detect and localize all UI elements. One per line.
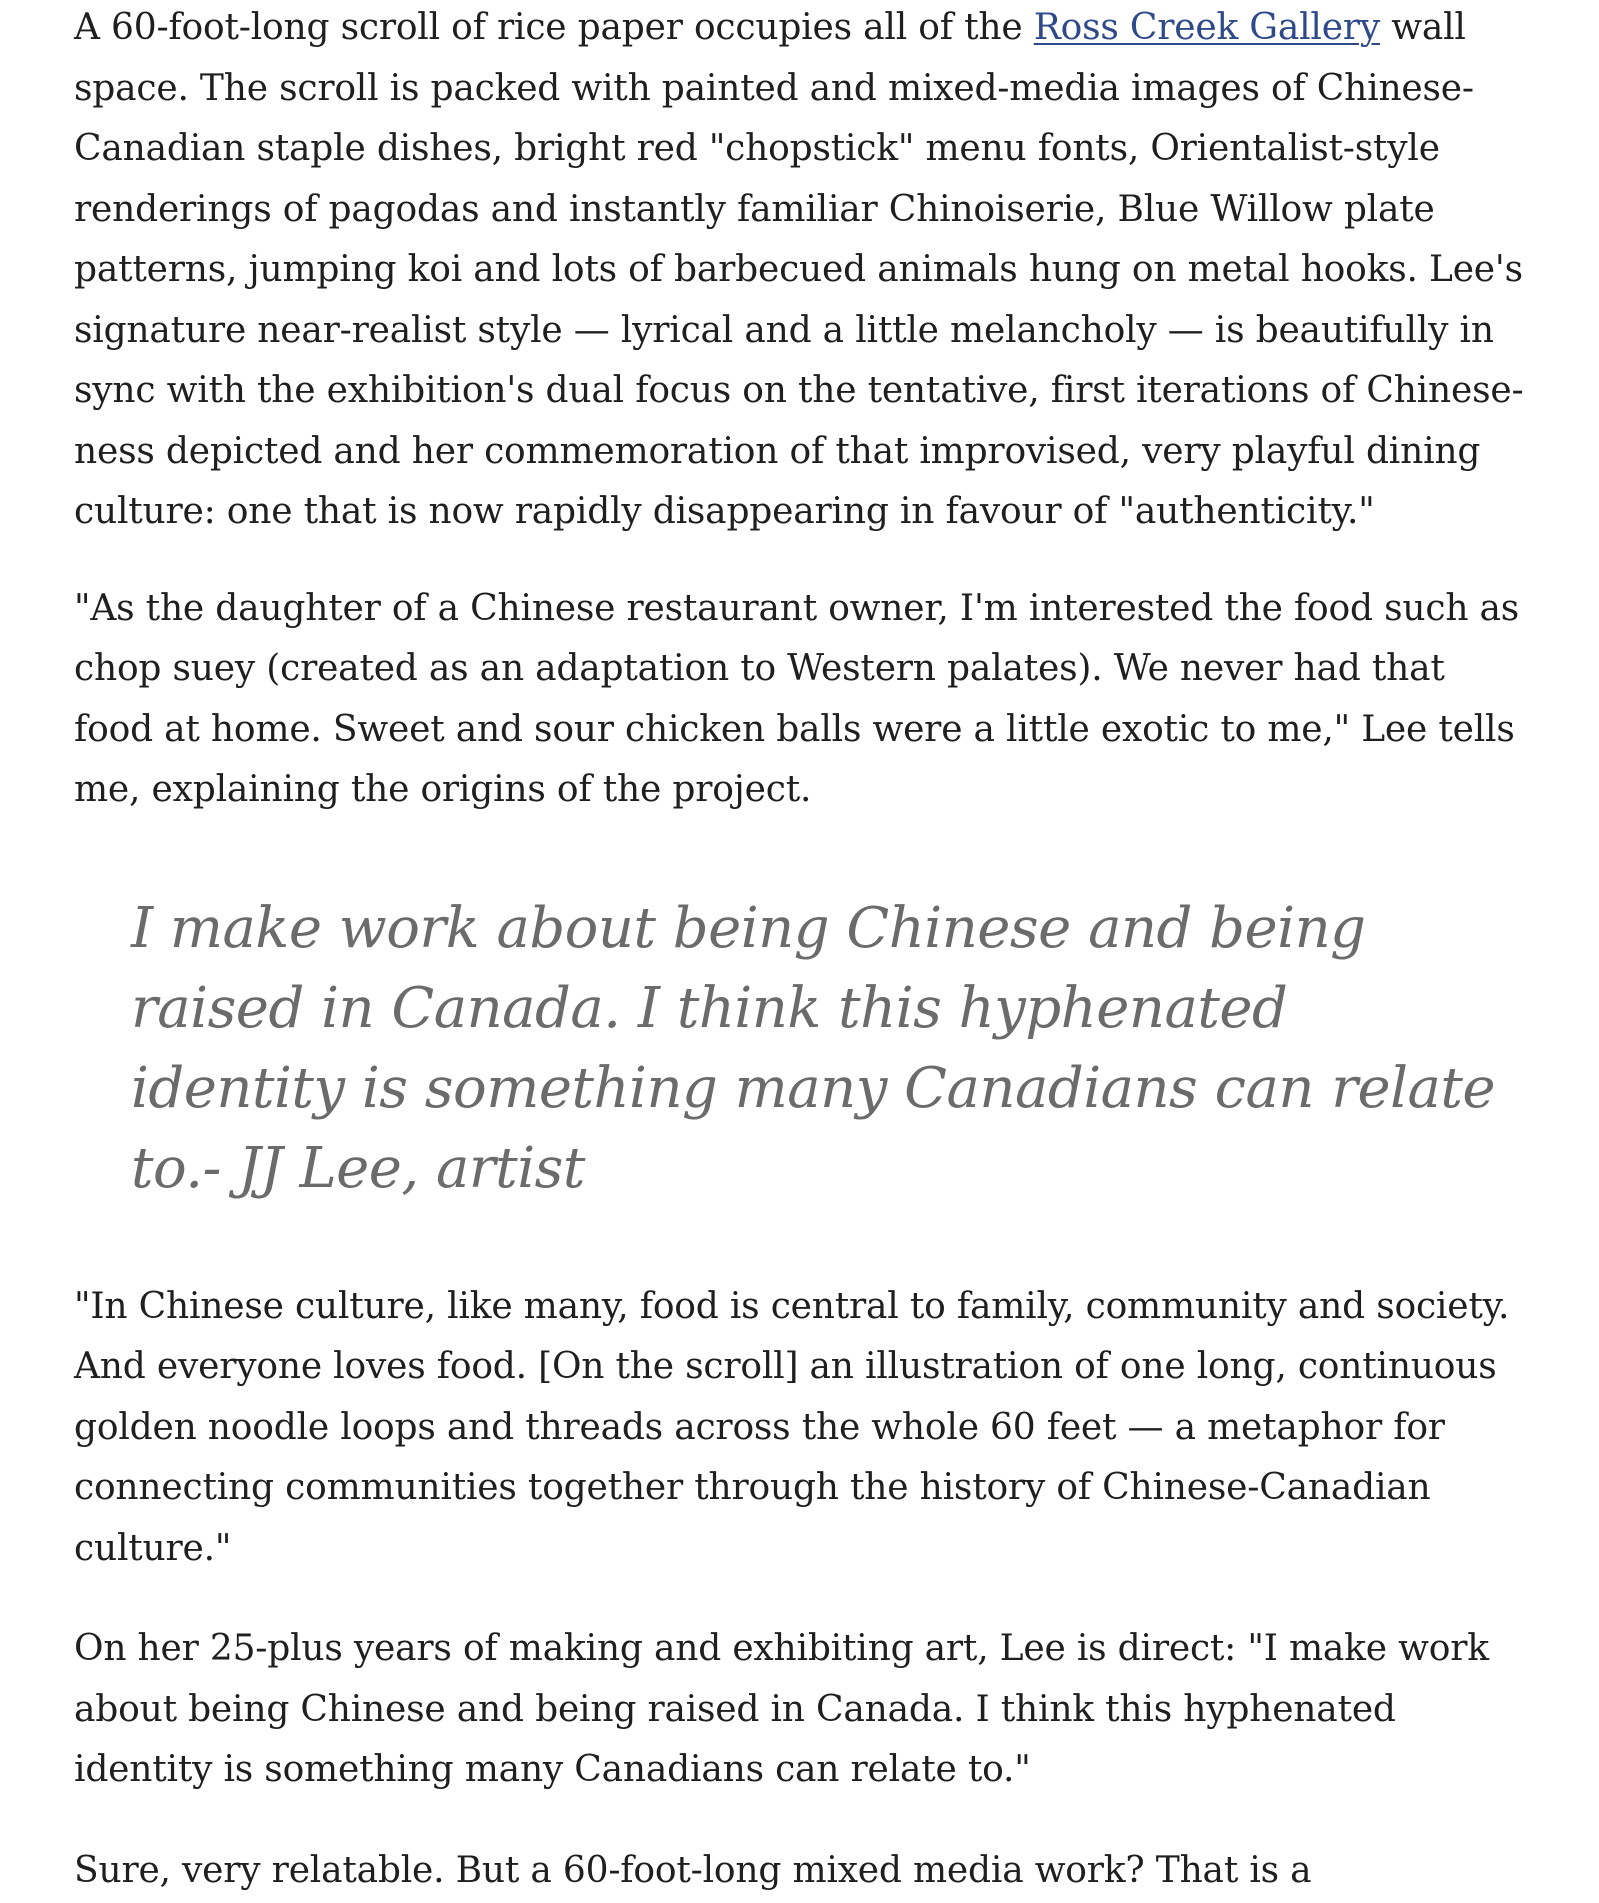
- paragraph-relatable: Sure, very relatable. But a 60-foot-long mixed media work? That is a: [74, 1849, 1312, 1891]
- pull-quote: I make work about being Chinese and being raised in Canada. I think this hyphenated identity is something many Canadians can relate to.- JJ Lee, artist: [131, 895, 1496, 1201]
- paragraph-restaurant-quote: "As the daughter of a Chinese restaurant owner, I'm interested the food such as chop suey (created as an adaptation to Western palates). We never had that food at home. Sweet and sour chicken balls were a little exotic to me," Lee tells me, explaining the origins of the project.: [74, 587, 1520, 810]
- paragraph-identity: On her 25-plus years of making and exhibiting art, Lee is direct: "I make work about being Chinese and being raised in Canada. I think this hyphenated identity is something many Canadians can relate to.": [74, 1628, 1489, 1790]
- article-body: [74, 0, 1534, 1901]
- paragraph-intro-text-start: A 60-foot-long scroll of rice paper occupies all of the: [74, 7, 1034, 48]
- ross-creek-gallery-link[interactable]: Ross Creek Gallery: [1033, 7, 1380, 48]
- paragraph-food-culture: "In Chinese culture, like many, food is central to family, community and society. And everyone loves food. [On the scroll] an illustration of one long, continuous golden noodle loops and threads across the whole 60 feet — a metaphor for connecting communities together through the history of Chinese-Canadian culture.": [74, 1285, 1510, 1569]
- paragraph-intro: [74, 0, 1534, 543]
- paragraph-intro-text-end: wall space. The scroll is packed with painted and mixed-media images of Chinese-Canadian staple dishes, bright red "chopstick" menu fonts, Orientalist-style renderings of pagodas and instantly familiar Chinoiserie, Blue Willow plate patterns, jumping koi and lots of barbecued animals hung on metal hooks. Lee's signature near-realist style — lyrical and a little melancholy — is beautifully in sync with the exhibition's dual focus on the tentative, first iterations of Chinese-ness depicted and her commemoration of that improvised, very playful dining culture: one that is now rapidly disappearing in favour of "authenticity.": [74, 7, 1524, 532]
